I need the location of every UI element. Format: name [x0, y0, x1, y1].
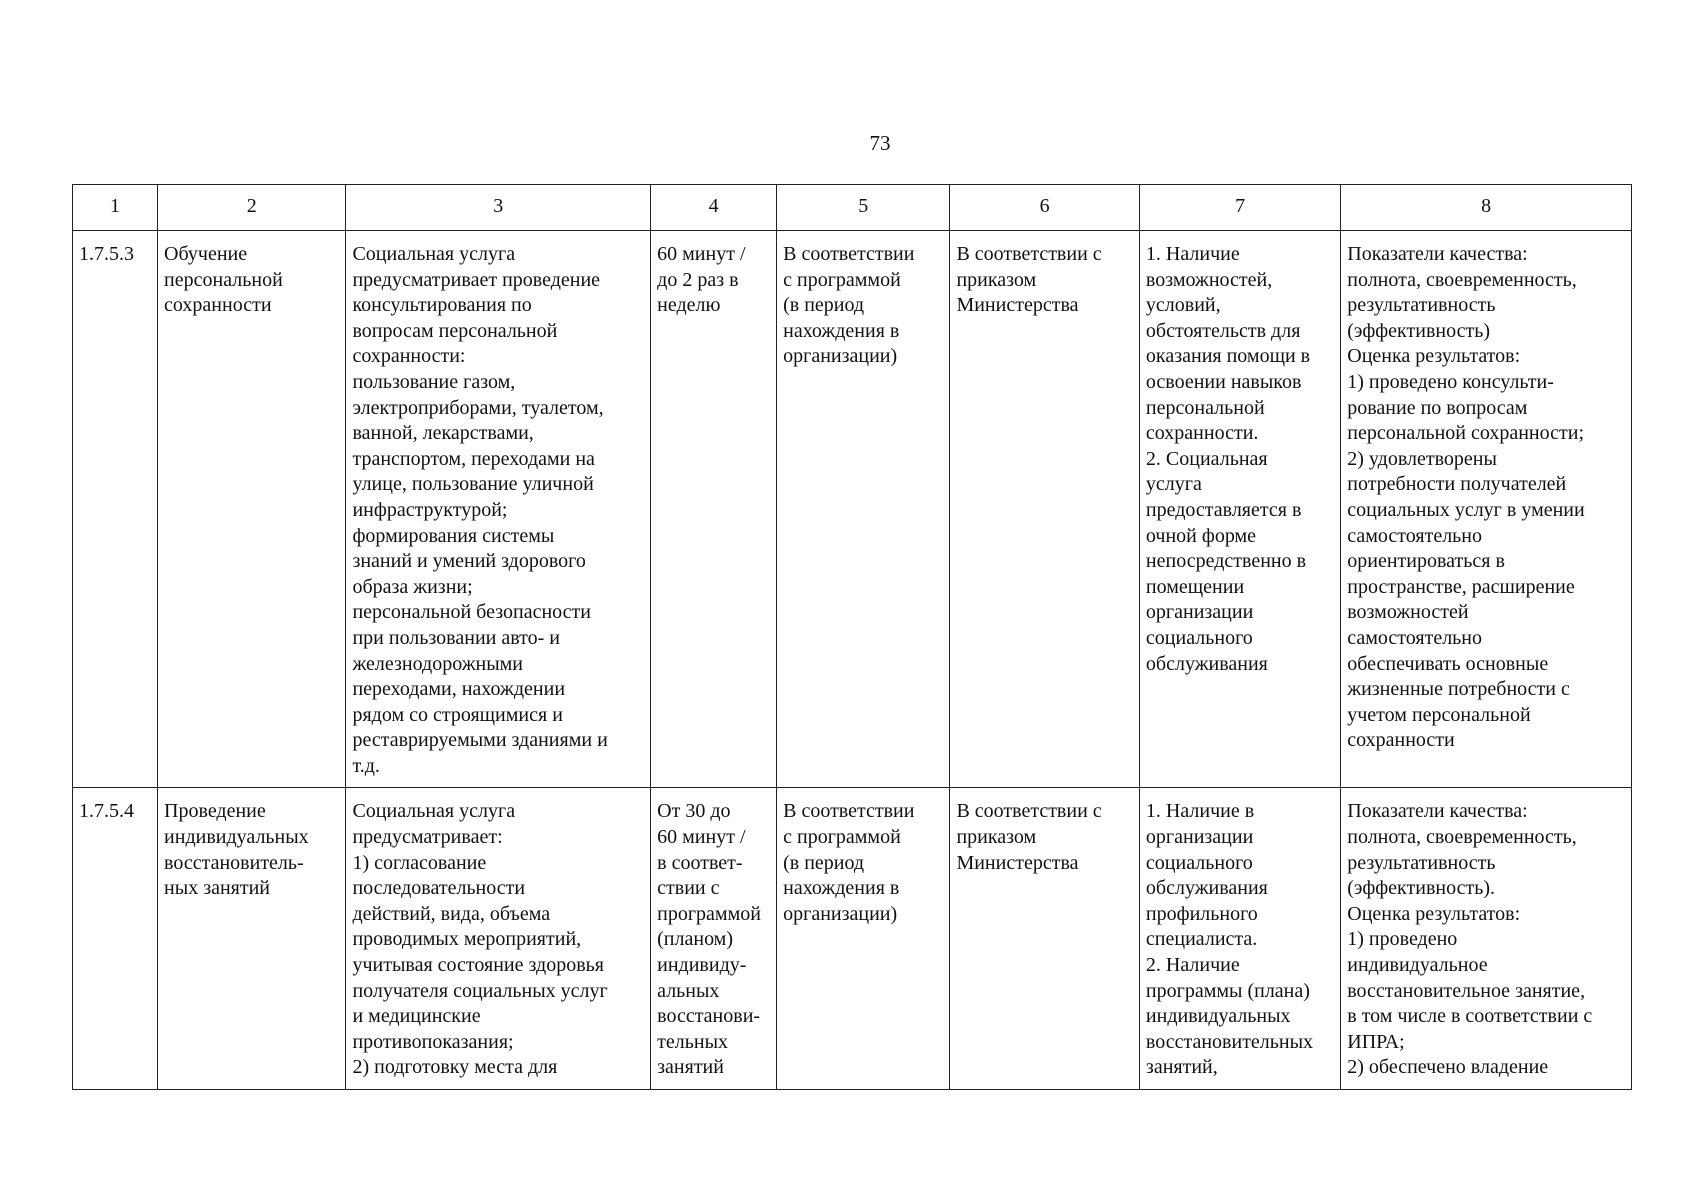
cell-line: ориентироваться в — [1347, 550, 1505, 573]
cell-line: обслуживания — [1145, 877, 1268, 900]
cell-line: обеспечивать основные — [1347, 652, 1549, 675]
cell-line: возможностей — [1347, 601, 1469, 624]
header-cell-7: 7 — [1139, 185, 1340, 231]
cell-line: занятий — [657, 1056, 724, 1079]
cell-line: с программой — [783, 826, 901, 849]
cell-line: Показатели качества: — [1347, 800, 1528, 823]
cell-line: предусматривает: — [352, 826, 503, 849]
cell-line: сохранности: — [352, 345, 466, 368]
cell-line: самостоятельно — [1347, 524, 1482, 547]
cell-line: В соответствии с — [956, 243, 1102, 265]
cell-line: результативность — [1347, 294, 1496, 317]
cell-line: приказом — [956, 826, 1037, 849]
cell-line: нахождения в — [783, 319, 900, 342]
page-number: 73 — [869, 131, 891, 155]
cell-line: помещении — [1145, 575, 1245, 598]
cell-line: 1) проведено консульти- — [1347, 370, 1554, 393]
cell-line: Социальная услуга — [352, 243, 516, 265]
cell-line: программой — [657, 902, 761, 925]
cell-line: при пользовании авто- и — [352, 626, 561, 649]
cell-line: сохранности — [1347, 729, 1455, 752]
cell-line: 1) проведено — [1347, 928, 1458, 951]
service-cost — [950, 788, 1139, 1090]
service-period — [777, 231, 950, 788]
cell-line: формирования системы — [352, 524, 555, 547]
cell-line: восстанови- — [657, 1005, 761, 1028]
table-row — [73, 788, 1632, 1090]
cell-line: организации) — [783, 902, 898, 925]
header-cell-3: 3 — [346, 185, 651, 231]
cell-line: возможностей, — [1145, 268, 1273, 291]
service-quality — [1341, 788, 1632, 1090]
header-cell-5: 5 — [777, 185, 950, 231]
service-code: 1.7.5.3 — [73, 231, 158, 788]
cell-line: освоении навыков — [1145, 370, 1302, 393]
cell-line: персональной безопасности — [352, 601, 591, 624]
cell-line: В соответствии — [783, 243, 915, 265]
cell-line: 2) подготовку места для — [352, 1056, 558, 1079]
cell-line: социальных услуг в умении — [1347, 498, 1585, 521]
service-cost — [950, 231, 1139, 788]
cell-line: в соответ- — [657, 851, 743, 874]
cell-line: Социальная услуга — [352, 800, 516, 823]
header-row — [73, 185, 1632, 231]
cell-line: нахождения в — [783, 877, 900, 900]
cell-line: непосредственно в — [1145, 550, 1307, 573]
cell-line: организации) — [783, 345, 898, 368]
cell-line: Проведение — [164, 800, 266, 823]
cell-line: учетом персональной — [1347, 703, 1531, 726]
cell-line: (планом) — [657, 928, 733, 951]
cell-line: получателя социальных услуг — [352, 979, 608, 1002]
cell-line: (в период — [783, 851, 865, 874]
service-time — [651, 788, 777, 1090]
cell-line: социального — [1145, 851, 1253, 874]
cell-line: потребности получателей — [1347, 473, 1567, 496]
cell-line: (в период — [783, 294, 865, 317]
service-code: 1.7.5.4 — [73, 788, 158, 1090]
header-cell-4: 4 — [651, 185, 777, 231]
cell-line: альных — [657, 979, 720, 1002]
cell-line: ных занятий — [164, 877, 271, 900]
header-cell-8: 8 — [1341, 185, 1632, 231]
cell-line: с программой — [783, 268, 901, 291]
cell-line: (эффективность) — [1347, 319, 1490, 342]
cell-line: железнодорожными — [352, 652, 524, 675]
header-cell-2: 2 — [158, 185, 346, 231]
cell-line: очной форме — [1145, 524, 1257, 547]
cell-line: индивидуальных — [1145, 1005, 1291, 1028]
service-conditions — [1139, 788, 1340, 1090]
cell-line: жизненные потребности с — [1347, 678, 1570, 701]
cell-line: неделю — [657, 294, 721, 317]
cell-line: предоставляется в — [1145, 498, 1302, 521]
cell-line: организации — [1145, 601, 1254, 624]
cell-line: Министерства — [956, 851, 1079, 874]
cell-line: 60 минут / — [657, 243, 746, 265]
service-description — [346, 231, 651, 788]
cell-line: В соответствии — [783, 800, 915, 823]
cell-line: специалиста. — [1145, 928, 1258, 951]
cell-line: услуга — [1145, 473, 1202, 496]
cell-line: электроприборами, туалетом, — [352, 396, 604, 419]
cell-line: программы (плана) — [1145, 979, 1310, 1002]
cell-line: 2. Наличие — [1145, 954, 1240, 977]
header-cell-6: 6 — [950, 185, 1139, 231]
cell-line: От 30 до — [657, 800, 731, 823]
cell-line: восстановительных — [1145, 1030, 1314, 1053]
cell-line: 2. Социальная — [1145, 447, 1268, 470]
table-row — [73, 231, 1632, 788]
header-cell-1: 1 — [73, 185, 158, 231]
cell-line: предусматривает проведение — [352, 268, 601, 291]
cell-line: 1) согласование — [352, 851, 487, 874]
service-period — [777, 788, 950, 1090]
services-table — [72, 184, 1632, 1090]
cell-line: реставрируемыми зданиями и — [352, 729, 608, 752]
cell-line: 2) обеспечено владение — [1347, 1056, 1549, 1079]
cell-line: приказом — [956, 268, 1037, 291]
cell-line: Оценка результатов: — [1347, 345, 1521, 368]
cell-line: Оценка результатов: — [1347, 902, 1521, 925]
cell-line: полнота, своевременность, — [1347, 268, 1577, 291]
cell-line: тельных — [657, 1030, 728, 1053]
cell-line: учитывая состояние здоровья — [352, 954, 604, 977]
cell-line: индивидуальное — [1347, 954, 1488, 977]
cell-line: 1. Наличие в — [1145, 800, 1255, 823]
cell-line: персональной — [1145, 396, 1265, 419]
cell-line: оказания помощи в — [1145, 345, 1311, 368]
cell-line: пространстве, расширение — [1347, 575, 1575, 598]
cell-line: условий, — [1145, 294, 1221, 317]
cell-line: восстановитель- — [164, 851, 304, 874]
cell-line: переходами, нахождении — [352, 678, 566, 701]
service-quality — [1341, 231, 1632, 788]
cell-line: противопоказания; — [352, 1030, 514, 1053]
cell-line: консультирования по — [352, 294, 532, 317]
cell-line: полнота, своевременность, — [1347, 826, 1577, 849]
cell-line: сохранности — [164, 294, 272, 317]
cell-line: В соответствии с — [956, 800, 1102, 823]
cell-line: 60 минут / — [657, 826, 746, 849]
cell-line: в том числе в соответствии с — [1347, 1005, 1593, 1028]
service-name — [158, 788, 346, 1090]
cell-line: профильного — [1145, 902, 1258, 925]
cell-line: ствии с — [657, 877, 720, 900]
cell-line: действий, вида, объема — [352, 902, 551, 925]
cell-line: знаний и умений здорового — [352, 550, 586, 573]
cell-line: индивиду- — [657, 954, 747, 977]
cell-line: ИПРА; — [1347, 1030, 1405, 1053]
cell-line: занятий, — [1145, 1056, 1218, 1079]
cell-line: рование по вопросам — [1347, 396, 1528, 419]
cell-line: организации — [1145, 826, 1254, 849]
cell-line: образа жизни; — [352, 575, 473, 598]
cell-line: до 2 раз в — [657, 268, 739, 291]
cell-line: самостоятельно — [1347, 626, 1482, 649]
cell-line: вопросам персональной — [352, 319, 558, 342]
cell-line: персональной — [164, 268, 283, 291]
cell-line: инфраструктурой; — [352, 498, 508, 521]
cell-line: последовательности — [352, 877, 526, 900]
cell-line: улице, пользование уличной — [352, 473, 594, 496]
cell-line: (эффективность). — [1347, 877, 1495, 900]
cell-line: индивидуальных — [164, 826, 309, 849]
cell-line: ванной, лекарствами, — [352, 422, 534, 445]
cell-line: обстоятельств для — [1145, 319, 1301, 342]
cell-line: обслуживания — [1145, 652, 1268, 675]
cell-line: сохранности. — [1145, 422, 1259, 445]
service-name — [158, 231, 346, 788]
cell-line: Обучение — [164, 243, 248, 265]
cell-line: проводимых мероприятий, — [352, 928, 582, 951]
cell-line: социального — [1145, 626, 1253, 649]
service-conditions — [1139, 231, 1340, 788]
cell-line: восстановительное занятие, — [1347, 979, 1586, 1002]
cell-line: пользование газом, — [352, 370, 516, 393]
service-time — [651, 231, 777, 788]
cell-line: 2) удовлетворены — [1347, 447, 1497, 470]
cell-line: транспортом, переходами на — [352, 447, 595, 470]
cell-line: и медицинские — [352, 1005, 481, 1028]
service-description — [346, 788, 651, 1090]
cell-line: персональной сохранности; — [1347, 422, 1585, 445]
cell-line: Министерства — [956, 294, 1079, 317]
cell-line: т.д. — [352, 754, 380, 777]
cell-line: 1. Наличие — [1145, 243, 1240, 265]
cell-line: Показатели качества: — [1347, 243, 1528, 265]
cell-line: результативность — [1347, 851, 1496, 874]
cell-line: рядом со строящимися и — [352, 703, 563, 726]
